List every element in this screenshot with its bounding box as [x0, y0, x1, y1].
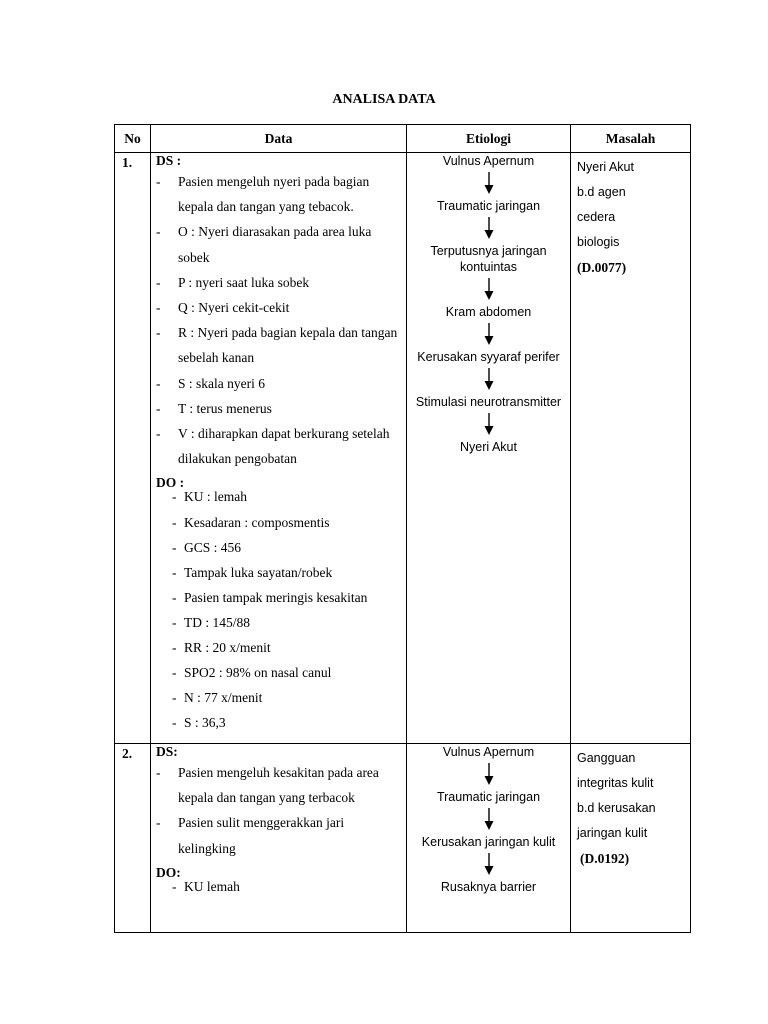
list-item: - R : Nyeri pada bagian kepala dan tangan sebelah kanan: [156, 325, 398, 366]
list-item: - Pasien mengeluh kesakitan pada area kepala dan tangan yang terbacok: [156, 765, 379, 806]
do-label: DO :: [156, 475, 185, 491]
etiologi-step: Kerusakan syyaraf perifer: [417, 350, 560, 364]
arrow-down-icon: [484, 368, 494, 390]
list-item: - Pasien tampak meringis kesakitan: [172, 589, 368, 605]
masalah-cell: [571, 153, 691, 744]
list-item: - O : Nyeri diarasakan pada area luka sobek: [156, 224, 372, 265]
list-item: - SPO2 : 98% on nasal canul: [172, 665, 332, 681]
etiologi-step: Kram abdomen: [445, 305, 532, 319]
do-label: DO:: [156, 864, 181, 880]
table-header-row: [115, 125, 691, 153]
etiologi-step: Stimulasi neurotransmitter: [415, 395, 562, 409]
masalah-line: Gangguan: [577, 751, 636, 765]
list-item: - TD : 145/88: [172, 614, 250, 630]
etiologi-step: Rusaknya barrier: [440, 880, 537, 894]
etiologi-cell: [407, 153, 571, 744]
list-item: - P : nyeri saat luka sobek: [156, 274, 310, 290]
arrow-down-icon: [484, 413, 494, 435]
page-title: ANALISA DATA: [332, 92, 436, 107]
masalah-line: jaringan kulit: [577, 826, 648, 840]
etiologi-step: Traumatic jaringan: [436, 790, 541, 804]
masalah-line: Nyeri Akut: [577, 160, 634, 174]
etiologi-step: Terputusnya jaringan kontuintas: [430, 244, 547, 274]
masalah-line: b.d kerusakan: [577, 801, 656, 815]
list-item: - S : 36,3: [172, 715, 226, 731]
list-item: - N : 77 x/menit: [172, 690, 263, 706]
etiologi-step: Traumatic jaringan: [436, 199, 541, 213]
list-item: - Tampak luka sayatan/robek: [172, 564, 333, 580]
ds-label: DS :: [156, 153, 182, 168]
arrow-down-icon: [484, 278, 494, 300]
diagnosis-code: (D.0192): [580, 851, 630, 866]
list-item: - GCS : 456: [172, 539, 242, 555]
table-row: [115, 153, 691, 744]
row-number: 1.: [115, 153, 151, 744]
etiologi-step: Vulnus Apernum: [442, 745, 535, 759]
arrow-down-icon: [484, 217, 494, 239]
etiologi-cell: [407, 744, 571, 933]
list-item: - Q : Nyeri cekit-cekit: [156, 300, 290, 316]
row-number: 2.: [115, 744, 151, 933]
list-item: - T : terus menerus: [156, 400, 272, 416]
masalah-line: cedera: [577, 210, 616, 224]
header-masalah: Masalah: [571, 125, 691, 153]
arrow-down-icon: [484, 853, 494, 875]
etiologi-step: Kerusakan jaringan kulit: [421, 835, 556, 849]
etiologi-step: Vulnus Apernum: [442, 154, 535, 168]
analisa-data-table: [114, 124, 691, 933]
list-item: - S : skala nyeri 6: [156, 375, 265, 391]
ds-label: DS:: [156, 744, 178, 759]
list-item: - Kesadaran : composmentis: [172, 514, 330, 530]
masalah-line: integritas kulit: [577, 776, 654, 790]
masalah-line: biologis: [577, 235, 620, 249]
arrow-down-icon: [484, 323, 494, 345]
masalah-line: b.d agen: [577, 185, 626, 199]
list-item: - KU : lemah: [172, 489, 247, 505]
list-item: - KU lemah: [172, 878, 240, 894]
masalah-cell: [571, 744, 691, 933]
arrow-down-icon: [484, 172, 494, 194]
arrow-down-icon: [484, 763, 494, 785]
data-cell: [151, 744, 407, 933]
list-item: - Pasien mengeluh nyeri pada bagian kepala dan tangan yang tebacok.: [156, 174, 370, 215]
etiologi-step: Nyeri Akut: [460, 440, 517, 454]
list-item: - Pasien sulit menggerakkan jari kelingking: [156, 815, 345, 856]
arrow-down-icon: [484, 808, 494, 830]
list-item: - V : diharapkan dapat berkurang setelah dilakukan pengobatan: [156, 426, 390, 467]
table-row: [115, 744, 691, 933]
header-data: Data: [151, 125, 407, 153]
data-cell: [151, 153, 407, 744]
header-no: No: [115, 125, 151, 153]
diagnosis-code: (D.0077): [577, 260, 627, 275]
header-etiologi: Etiologi: [407, 125, 571, 153]
list-item: - RR : 20 x/menit: [172, 640, 271, 655]
